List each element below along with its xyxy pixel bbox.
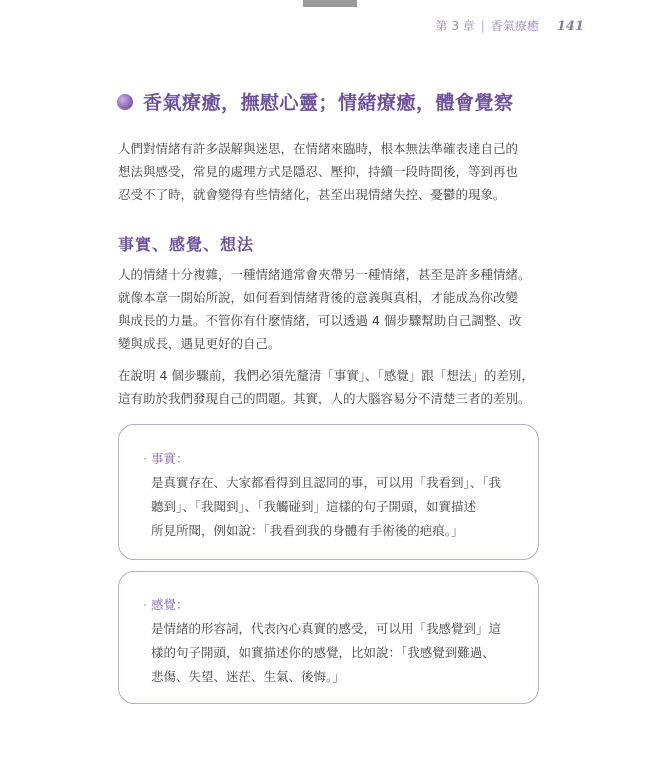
intro-line: 忍受不了時，就會變得有些情緒化，甚至出現情緒失控、憂鬱的現象。	[118, 187, 506, 202]
purple-orb-bullet-icon	[117, 94, 133, 110]
page-number: 141	[556, 19, 584, 34]
subsection-paragraph-1	[118, 263, 544, 355]
fact-label	[143, 449, 189, 467]
section-title	[117, 88, 514, 115]
paragraph-line: 與成長的力量。不管你有什麼情緒，可以透過 4 個步驟幫助自己調整、改	[118, 313, 522, 328]
feeling-description	[151, 617, 523, 689]
section-title-text: 香氣療癒，撫慰心靈；情緒療癒，體會覺察	[143, 92, 514, 114]
page-top-tab	[303, 0, 357, 7]
box-line: 是真實存在、大家都看得到且認同的事，可以用「我看到」、「我	[151, 475, 502, 490]
paragraph-line: 人的情緒十分複雜，一種情緒通常會夾帶另一種情緒，甚至是許多種情緒。	[118, 267, 531, 282]
fact-definition-box	[118, 424, 539, 560]
intro-paragraph	[118, 137, 544, 206]
bullet-dot-icon: ·	[143, 451, 147, 466]
bullet-dot-icon: ·	[143, 597, 147, 612]
subsection-heading: 事實、感覺、想法	[118, 235, 255, 254]
chapter-title: 香氣療癒	[490, 19, 539, 33]
box-line: 悲傷、失望、迷茫、生氣、後悔。」	[151, 669, 345, 684]
box-line: 是情緒的形容詞，代表內心真實的感受，可以用「我感覺到」這	[151, 621, 502, 636]
paragraph-line: 這有助於我們發現自己的問題。其實，人的大腦容易分不清楚三者的差別。	[118, 391, 531, 406]
paragraph-line: 在說明 4 個步驟前，我們必須先釐清「事實」、「感覺」跟「想法」的差別，	[118, 368, 534, 383]
paragraph-line: 變與成長，遇見更好的自己。	[118, 336, 281, 351]
box-line: 所見所聞，例如說：「我看到我的身體有手術後的疤痕。」	[151, 523, 464, 538]
header-separator: |	[480, 19, 485, 33]
chapter-number: 第 3 章	[435, 19, 475, 33]
fact-description	[151, 471, 523, 543]
box-line: 聽到」、「我聞到」、「我觸碰到」這樣的句子開頭，如實描述	[151, 499, 477, 514]
subsection-paragraph-2	[118, 364, 544, 410]
feeling-definition-box	[118, 571, 539, 704]
running-header	[436, 17, 584, 34]
paragraph-line: 就像本章一開始所說，如何看到情緒背後的意義與真相，才能成為你改變	[118, 290, 519, 305]
intro-line: 想法與感受，常見的處理方式是隱忍、壓抑，持續一段時間後，等到再也	[118, 164, 519, 179]
feeling-label-text: 感覺：	[150, 597, 189, 612]
box-line: 樣的句子開頭，如實描述你的感覺，比如說：「我感覺到難過、	[151, 645, 495, 660]
feeling-label	[143, 595, 189, 613]
fact-label-text: 事實：	[150, 451, 189, 466]
intro-line: 人們對情緒有許多誤解與迷思，在情緒來臨時，根本無法準確表達自己的	[118, 141, 519, 156]
